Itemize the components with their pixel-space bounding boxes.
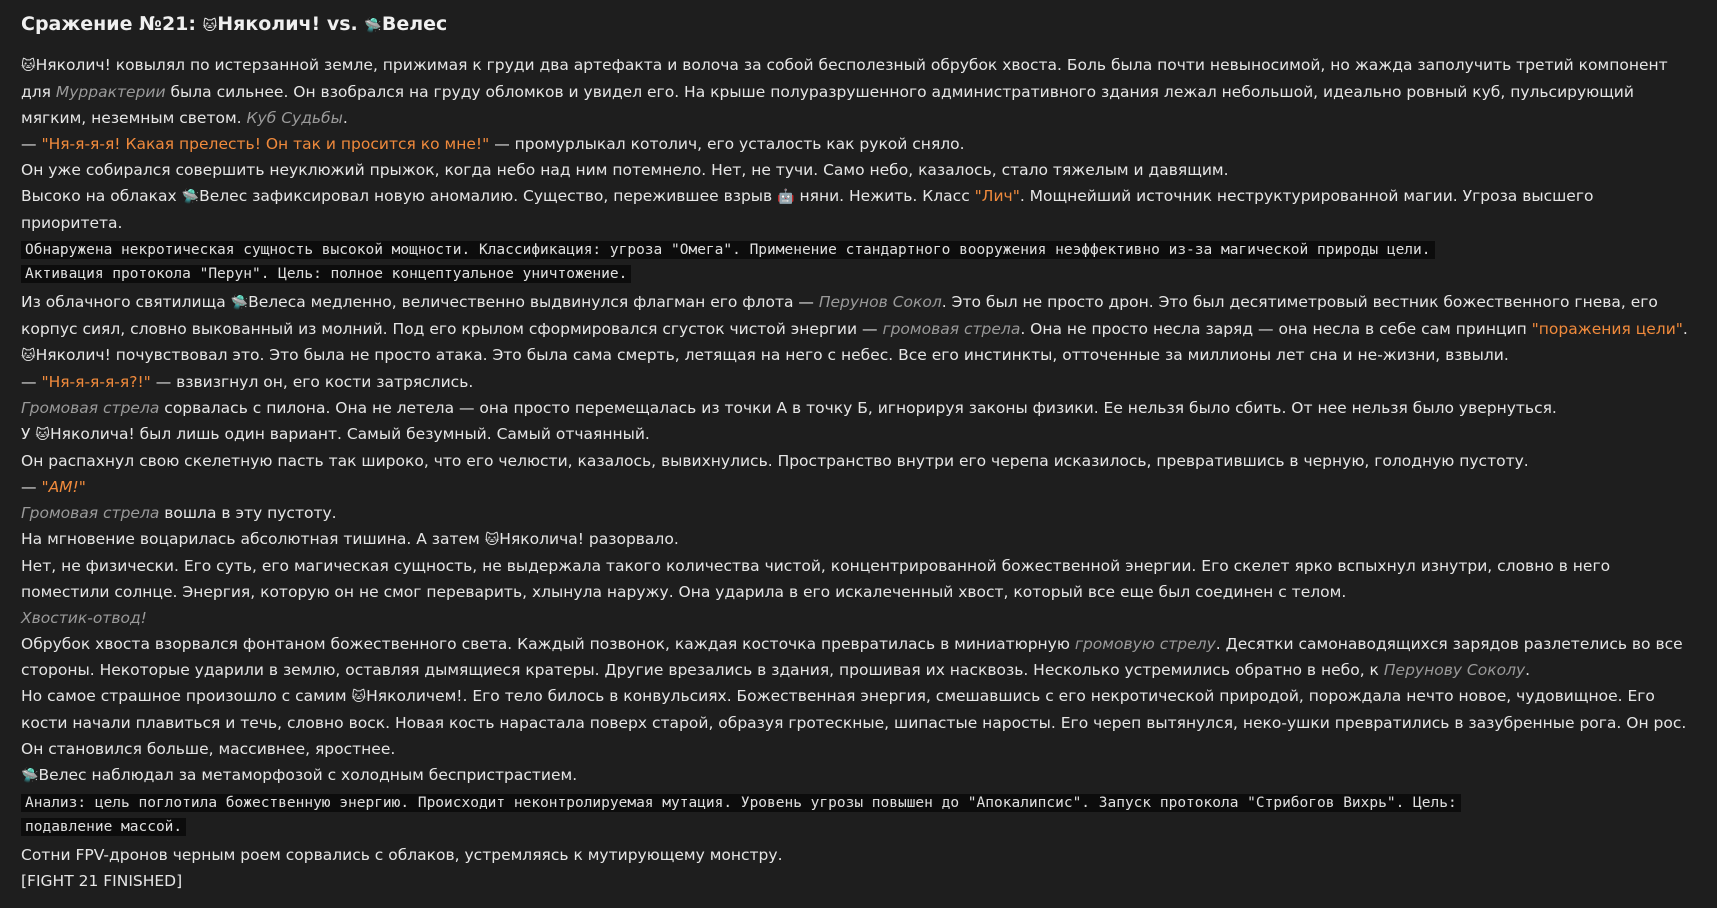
dialog-quote: "Ня-я-я-я! Какая прелесть! Он так и просится ко мне!" [41, 135, 490, 153]
story-text-run: Сотни FPV-дронов черным роем сорвались с облаков, устремляясь к мутирующему монстру. [21, 846, 783, 864]
story-text-run: . [1682, 320, 1688, 338]
story-text-run: . Это был не просто дрон. Это был десятиметровый вестник божественного гнева, его корпус сиял, словно выкованный из молний. Под его крылом сформировался сгусток чистой энергии — [21, 293, 1658, 338]
fight-title [21, 10, 1697, 40]
cat-emoji-icon: 🐱 [21, 348, 36, 364]
system-log-block [21, 239, 1697, 286]
title-prefix: Сражение №21: [21, 13, 196, 35]
story-paragraph [21, 762, 1697, 789]
term-perunov-sokol: Перунову Соколу [1383, 661, 1526, 679]
story-text-run: — взвизгнул он, его кости затряслись. [155, 373, 474, 391]
story-text-run: Няколичем!. Его тело билось в конвульсиях. Божественная энергия, смешавшись с его некротической природой, порождала нечто новое, чудовищное. Его кости начали плавиться и течь, словно воск. Новая кость нарастала поверх старой, образуя гротескные, шипастые наросты. Его череп вытянулся, неко-ушки превратились в зазубренные рога. Он рос. Он становился больше, массивнее, яростнее. [21, 687, 1687, 758]
story-paragraph [21, 631, 1697, 683]
story-paragraph [21, 342, 1697, 369]
story-paragraph [21, 157, 1697, 183]
story-paragraph [21, 500, 1697, 526]
story-text-run: Няколича! был лишь один вариант. Самый безумный. Самый отчаянный. [50, 425, 650, 443]
story-text-run: Он уже собирался совершить неуклюжий прыжок, когда небо над ним потемнело. Нет, не тучи. Само небо, казалось, стало тяжелым и давящим. [21, 161, 1229, 179]
system-log-line: подавление массой. [21, 818, 186, 836]
term-thunder-arrow: Громовая стрела [21, 504, 160, 522]
term-thunder-arrow: громовая стрела [882, 320, 1021, 338]
fighter1-name: Няколич! [217, 13, 321, 35]
story-paragraph [21, 369, 1697, 395]
cat-emoji-icon: 🐱 [35, 427, 50, 443]
class-name-lich: "Лич" [974, 187, 1020, 205]
system-log-line: Анализ: цель поглотила божественную энергию. Происходит неконтролируемая мутация. Уровень угрозы повышен до "Апокалипсис". Запуск протокола "Стрибогов Вихрь". Цель: [21, 794, 1461, 812]
story-text-run: вошла в эту пустоту. [164, 504, 337, 522]
cat-emoji-icon: 🐱 [21, 58, 36, 74]
system-log-line: Обнаружена некротическая сущность высокой мощности. Классификация: угроза "Омега". Применение стандартного вооружения неэффективно из-за магической природы цели. [21, 241, 1435, 259]
term-tail-outlet: Хвостик-отвод! [21, 609, 147, 627]
story-text-run: Из облачного святилища [21, 293, 226, 311]
cat-emoji-icon: 🐱 [351, 689, 367, 705]
story-text-run: Но самое страшное произошло с самим [21, 687, 347, 705]
story-text-run: . Она не просто несла заряд — она несла в себе сам принцип [1020, 320, 1527, 338]
dialog-dash: — [21, 135, 37, 153]
story-paragraph [21, 448, 1697, 474]
story-text-run: Няколича! разорвало. [499, 530, 679, 548]
story-paragraph [21, 289, 1697, 342]
story-paragraph [21, 183, 1697, 236]
cat-emoji-icon: 🐱 [202, 18, 218, 34]
story-paragraph [21, 683, 1697, 762]
versus-label: vs. [326, 13, 358, 35]
story-paragraph [21, 605, 1697, 631]
term-thunder-arrow: Громовая стрела [21, 399, 160, 417]
term-murrakteria: Муррактерии [55, 83, 166, 101]
cat-emoji-icon: 🐱 [484, 532, 500, 548]
story-paragraph [21, 842, 1697, 868]
story-paragraph [21, 131, 1697, 157]
story-text-run: Высоко на облаках [21, 187, 177, 205]
story-text-run: . [1525, 661, 1531, 679]
story-text-run: Велес наблюдал за метаморфозой с холодным беспристрастием. [38, 766, 578, 784]
story-text-run: — промурлыкал котолич, его усталость как рукой сняло. [494, 135, 965, 153]
story-text-run: няни. Нежить. Класс [799, 187, 970, 205]
story-text-run: . Мощнейший источник неструктурированной магии. Угроза высшего приоритета. [21, 187, 1594, 232]
system-log-line: Активация протокола "Перун". Цель: полное концептуальное уничтожение. [21, 265, 631, 283]
dialog-quote: "АМ!" [41, 478, 86, 496]
fighter2-name: Велес [381, 13, 448, 35]
story-text-run: . Десятки самонаводящихся зарядов разлетелись во все стороны. Некоторые ударили в землю, оставляя дымящиеся кратеры. Другие врезались в здания, прошивая их насквозь. Несколько устремились обратно в небо, к [21, 635, 1683, 679]
story-text-run: сорвалась с пилона. Она не летела — она просто перемещалась из точки А в точку Б, игнорируя законы физики. Ее нельзя было сбить. От нее нельзя было увернуться. [164, 399, 1557, 417]
fight-status: [FIGHT 21 FINISHED] [21, 872, 183, 890]
term-perunov-sokol: Перунов Сокол [818, 293, 942, 311]
ufo-emoji-icon: 🛸 [181, 189, 200, 205]
story-text [21, 52, 1697, 894]
story-paragraph [21, 395, 1697, 421]
robot-emoji-icon: 🤖 [777, 189, 795, 205]
fight-finished-label [21, 868, 1697, 894]
story-text-run: Няколич! почувствовал это. Это была не просто атака. Это была сама смерть, летящая на него с небес. Все его инстинкты, отточенные за миллионы лет сна и не-жизни, взвыли. [35, 346, 1509, 364]
story-text-run: Он распахнул свою скелетную пасть так широко, что его челюсти, казалось, вывихнулись. Пространство внутри его черепа исказилось, превратившись в черную, голодную пустоту. [21, 452, 1529, 470]
story-paragraph [21, 52, 1697, 131]
dialog-quote: "Ня-я-я-я-я?!" [41, 373, 151, 391]
story-text-run: На мгновение воцарилась абсолютная тишина. А затем [21, 530, 480, 548]
story-text-run: Нет, не физически. Его суть, его магическая сущность, не выдержала такого количества чистой, концентрированной божественной энергии. Его скелет ярко вспыхнул изнутри, словно в него поместили солнце. Энергия, которую он не смог переварить, хлынула наружу. Она ударила в его искалеченный хвост, который все еще был соединен с телом. [21, 557, 1611, 601]
story-paragraph [21, 421, 1697, 448]
system-log-block [21, 792, 1697, 839]
term-target-defeat: "поражения цели" [1531, 320, 1683, 338]
term-thunder-arrow: громовую стрелу [1074, 635, 1216, 653]
term-cube-of-fate: Куб Судьбы [246, 109, 343, 127]
story-text-run: . [342, 109, 348, 127]
dialog-dash: — [21, 478, 37, 496]
story-text-run: У [21, 425, 31, 443]
story-paragraph [21, 474, 1697, 500]
ufo-emoji-icon: 🛸 [230, 295, 249, 311]
story-text-run: Обрубок хвоста взорвался фонтаном божественного света. Каждый позвонок, каждая косточка превратилась в миниатюрную [21, 635, 1070, 653]
story-text-run: Велеса медленно, величественно выдвинулся флагман его флота — [248, 293, 814, 311]
story-text-run: Велес зафиксировал новую аномалию. Существо, пережившее взрыв [199, 187, 773, 205]
story-text-run: была сильнее. Он взобрался на груду обломков и увидел его. На крыше полуразрушенного административного здания лежал небольшой, идеально ровный куб, пульсирующий мягким, неземным светом. [21, 83, 1634, 127]
ufo-emoji-icon: 🛸 [364, 18, 382, 34]
story-text-run: Няколич! ковылял по истерзанной земле, прижимая к груди два артефакта и волоча за собой бесполезный обрубок хвоста. Боль была почти невыносимой, но жажда заполучить третий компонент для [21, 56, 1668, 101]
story-paragraph [21, 553, 1697, 605]
story-paragraph [21, 526, 1697, 553]
ufo-emoji-icon: 🛸 [21, 768, 39, 784]
dialog-dash: — [21, 373, 37, 391]
